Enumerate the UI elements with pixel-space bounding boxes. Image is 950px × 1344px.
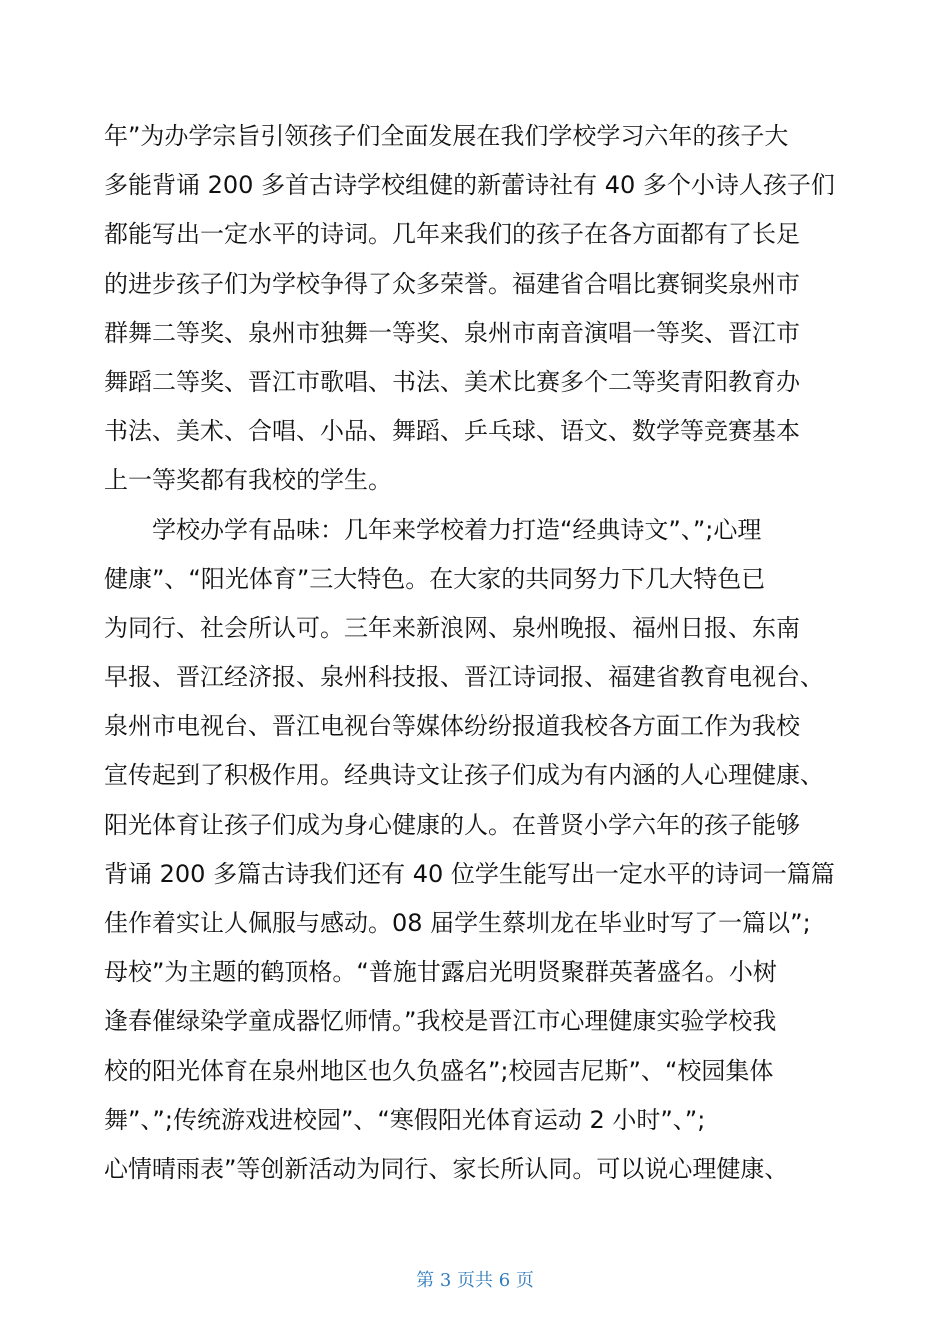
text-line: 心情晴雨表”等创新活动为同行、家长所认同。可以说心理健康、 xyxy=(104,1154,789,1183)
text-line: 宣传起到了积极作用。经典诗文让孩子们成为有内涵的人心理健康、 xyxy=(104,761,824,790)
text-line: 早报、晋江经济报、泉州科技报、晋江诗词报、福建省教育电视台、 xyxy=(104,663,824,692)
text-line: 背诵 200 多篇古诗我们还有 40 位学生能写出一定水平的诗词一篇篇 xyxy=(104,859,835,888)
text-line: 舞”、”;传统游戏进校园”、“寒假阳光体育运动 2 小时”、”; xyxy=(104,1105,706,1134)
text-line: 年”为办学宗旨引领孩子们全面发展在我们学校学习六年的孩子大 xyxy=(104,122,789,150)
text-line: 上一等奖都有我校的学生。 xyxy=(104,466,392,495)
text-line: 都能写出一定水平的诗词。几年来我们的孩子在各方面都有了长足 xyxy=(104,220,800,249)
text-line: 佳作着实让人佩服与感动。08 届学生蔡圳龙在毕业时写了一篇以”; xyxy=(104,909,811,937)
page-footer: 第 3 页共 6 页 xyxy=(416,1270,534,1291)
text-line: 的进步孩子们为学校争得了众多荣誉。福建省合唱比赛铜奖泉州市 xyxy=(104,269,800,298)
text-line: 校的阳光体育在泉州地区也久负盛名”;校园吉尼斯”、“校园集体 xyxy=(104,1056,774,1085)
text-line: 阳光体育让孩子们成为身心健康的人。在普贤小学六年的孩子能够 xyxy=(104,810,800,839)
text-line: 学校办学有品味：几年来学校着力打造“经典诗文”、”;心理 xyxy=(152,515,762,544)
text-line: 母校”为主题的鹤顶格。“普施甘露启光明贤聚群英著盛名。小树 xyxy=(104,958,777,987)
text-line: 多能背诵 200 多首古诗学校组健的新蕾诗社有 40 多个小诗人孩子们 xyxy=(104,171,835,200)
text-line: 为同行、社会所认可。三年来新浪网、泉州晚报、福州日报、东南 xyxy=(104,613,800,642)
text-line: 书法、美术、合唱、小品、舞蹈、乒乓球、语文、数学等竞赛基本 xyxy=(104,417,800,446)
text-line: 群舞二等奖、泉州市独舞一等奖、泉州市南音演唱一等奖、晋江市 xyxy=(104,318,800,347)
text-line: 泉州市电视台、晋江电视台等媒体纷纷报道我校各方面工作为我校 xyxy=(104,712,800,741)
text-line: 逢春催绿染学童成器忆师情。”我校是晋江市心理健康实验学校我 xyxy=(104,1007,777,1036)
text-line: 舞蹈二等奖、晋江市歌唱、书法、美术比赛多个二等奖青阳教育办 xyxy=(104,367,800,396)
text-line: 健康”、“阳光体育”三大特色。在大家的共同努力下几大特色已 xyxy=(104,564,766,593)
body-text xyxy=(104,112,839,1194)
